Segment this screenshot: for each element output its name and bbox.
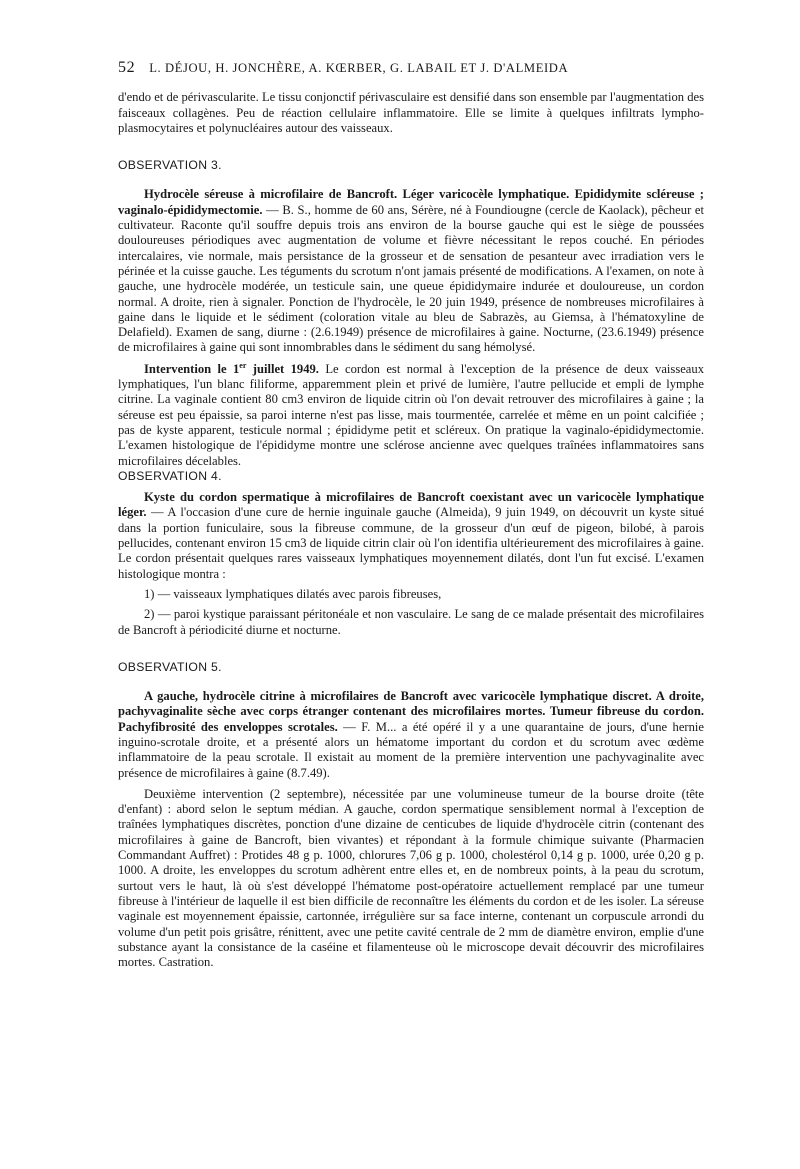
observation-4-title: Kyste du cordon spermatique à microfilaires de Bancroft coexistant avec un varicocèle lymphatique léger. <box>118 490 704 520</box>
page-number: 52 <box>118 59 136 76</box>
intervention-title-a: Intervention le 1 <box>144 361 240 376</box>
intervention-title-sup: er <box>239 360 247 370</box>
observation-3-heading: OBSERVATION 3. <box>118 158 222 173</box>
observation-4-paragraph <box>118 490 704 582</box>
observation-3-title: Hydrocèle séreuse à microfilaire de Bancroft. Léger varicocèle lymphatique. Epididymite scléreuse ; vaginalo-épididymectomie. <box>118 187 704 217</box>
intervention-paragraph <box>118 362 704 469</box>
intervention-title-b: juillet 1949. <box>246 361 319 376</box>
observation-5-heading: OBSERVATION 5. <box>118 659 222 674</box>
intervention-text: Le cordon est normal à l'exception de la présence de deux vaisseaux lymphatiques, l'un blanc filiforme, apparemment plein et privé de lumière, l'autre pellucide et empli de lymphe citrine. La vaginale contient 80 cm3 environ de liquide citrin où l'on devait retrouver des microfilaires à gaine ; la séreuse est peu épaissie, sa paroi interne n'est pas lisse, mais tourmentée, carrelée et même en un point calcifiée ; pas de kyste apparent, testicule normal ; épididyme petit et scléreux. On pratique la vaginalo-épididymectomie. L'examen histologique de l'épididyme montre une sclérose ancienne avec quelques traînées inflammatoires sans microfilaires décelables. <box>118 361 704 468</box>
observation-4-item-2: 2) — paroi kystique paraissant péritonéale et non vasculaire. Le sang de ce malade présentait des microfilaires de Bancroft à périodicité diurne et nocturne. <box>118 607 704 637</box>
observation-4-item-1: 1) — vaisseaux lymphatiques dilatés avec parois fibreuses, <box>144 586 442 601</box>
authors-line: L. DÉJOU, H. JONCHÈRE, A. KŒRBER, G. LABAIL ET J. D'ALMEIDA <box>149 61 569 75</box>
observation-5-text: — F. M... a été opéré il y a une quarantaine de jours, d'une hernie inguino-scrotale droite, et a présenté alors un hématome important du cordon et du scrotum avec œdème inflammatoire de la peau scrotale. Il existait au moment de la première intervention une pachyvaginalite avec présence de microfilaires à gaine (8.7.49). <box>118 719 704 780</box>
intro-paragraph: d'endo et de périvascularite. Le tissu conjonctif périvasculaire est densifié dans son ensemble par l'augmentation des faisceaux collagènes. Peu de réaction cellulaire inflammatoire. Elle se limite à quelques infiltrats lympho-plasmocytaires et polynucléaires autour des vaisseaux. <box>118 90 704 135</box>
observation-5-second-paragraph: Deuxième intervention (2 septembre), nécessitée par une volumineuse tumeur de la bourse droite (tête d'enfant) : abord selon le septum médian. A gauche, cordon spermatique sensiblement normal à l'exception de traînées lymphatiques discrètes, ponction d'une dizaine de centicubes de liquide d'hydrocèle citrin (contenant des microfilaires à gaine de Bancroft, bien vivantes) et répondant à la formule chimique suivante (Pharmacien Commandant Auffret) : Protides 48 g p. 1000, chlorures 7,06 g p. 1000, cholestérol 0,14 g p. 1000, urée 0,20 g p. 1000. A droite, les enveloppes du scrotum adhèrent entre elles et, en de nombreux points, à la peau du scrotum, surtout vers le haut, là où s'est développé l'hématome post-opératoire actuellement remplacé par une tumeur fibreuse à l'intérieur de laquelle il est bien difficile de reconnaître les éléments du cordon et de les isoler. La séreuse vaginale est moyennement épaissie, cartonnée, irrégulière sur sa face interne, contenant un corpuscule arrondi du volume d'un petit pois grisâtre, rénittent, avec une petite cavité centrale de 2 mm de diamètre environ, emplie d'une substance ayant la consistance de la caséine et filamenteuse où le microscope devait découvrir des microfilaires mortes. Castration. <box>118 786 704 970</box>
observation-5-paragraph <box>118 689 704 781</box>
observation-5-title: A gauche, hydrocèle citrine à microfilaires de Bancroft avec varicocèle lymphatique discret. A droite, pachyvaginalite sèche avec corps étranger contenant des microfilaires mortes. Tumeur fibreuse du cordon. Pachyfibrosité des enveloppes scrotales. <box>118 689 704 734</box>
running-head <box>118 60 704 76</box>
observation-4-heading: OBSERVATION 4. <box>118 468 222 483</box>
document-page <box>118 60 704 970</box>
observation-3-paragraph <box>118 187 704 355</box>
observation-3-text: — B. S., homme de 60 ans, Sérère, né à Foundiougne (cercle de Kaolack), pêcheur et cultivateur. Raconte qu'il souffre depuis trois ans environ de la bourse gauche qui est le siège de poussées douloureuses périodiques avec augmentation de volume et fièvre nécessitant le repos couché. En périodes intercalaires, vie normale, mais persistance de la grosseur et de sensation de pesanteur avec irradiation vers le périnée et la cuisse gauche. Les téguments du scrotum n'ont jamais présenté de modifications. A l'examen, on note à gauche, une hydrocèle modérée, un testicule sain, une queue épididymaire indurée et douloureuse, un cordon normal. A droite, rien à signaler. Ponction de l'hydrocèle, le 20 juin 1949, présence de nombreuses microfilaires à gaine dans le liquide et le sédiment (coloration vitale au bleu de Sabrazès, au Giemsa, à l'hématoxyline de Delafield). Examen de sang, diurne : (2.6.1949) présence de microfilaires à gaine. Nocturne, (23.6.1949) présence de microfilaires à gaine qui sont innombrables dans le sédiment du sang hémolysé. <box>118 202 704 355</box>
observation-4-text: — A l'occasion d'une cure de hernie inguinale gauche (Almeida), 9 juin 1949, on découvrit un kyste situé dans la portion funiculaire, sous la fibreuse commune, de la grosseur d'un œuf de pigeon, bilobé, à parois pellucides, contenant environ 15 cm3 de liquide citrin clair où l'on identifia ultérieurement des microfilaires à gaine. Le cordon présentait quelques rares vaisseaux lymphatiques moyennement dilatés, dont l'un fut excisé. L'examen histologique montra : <box>118 505 704 581</box>
